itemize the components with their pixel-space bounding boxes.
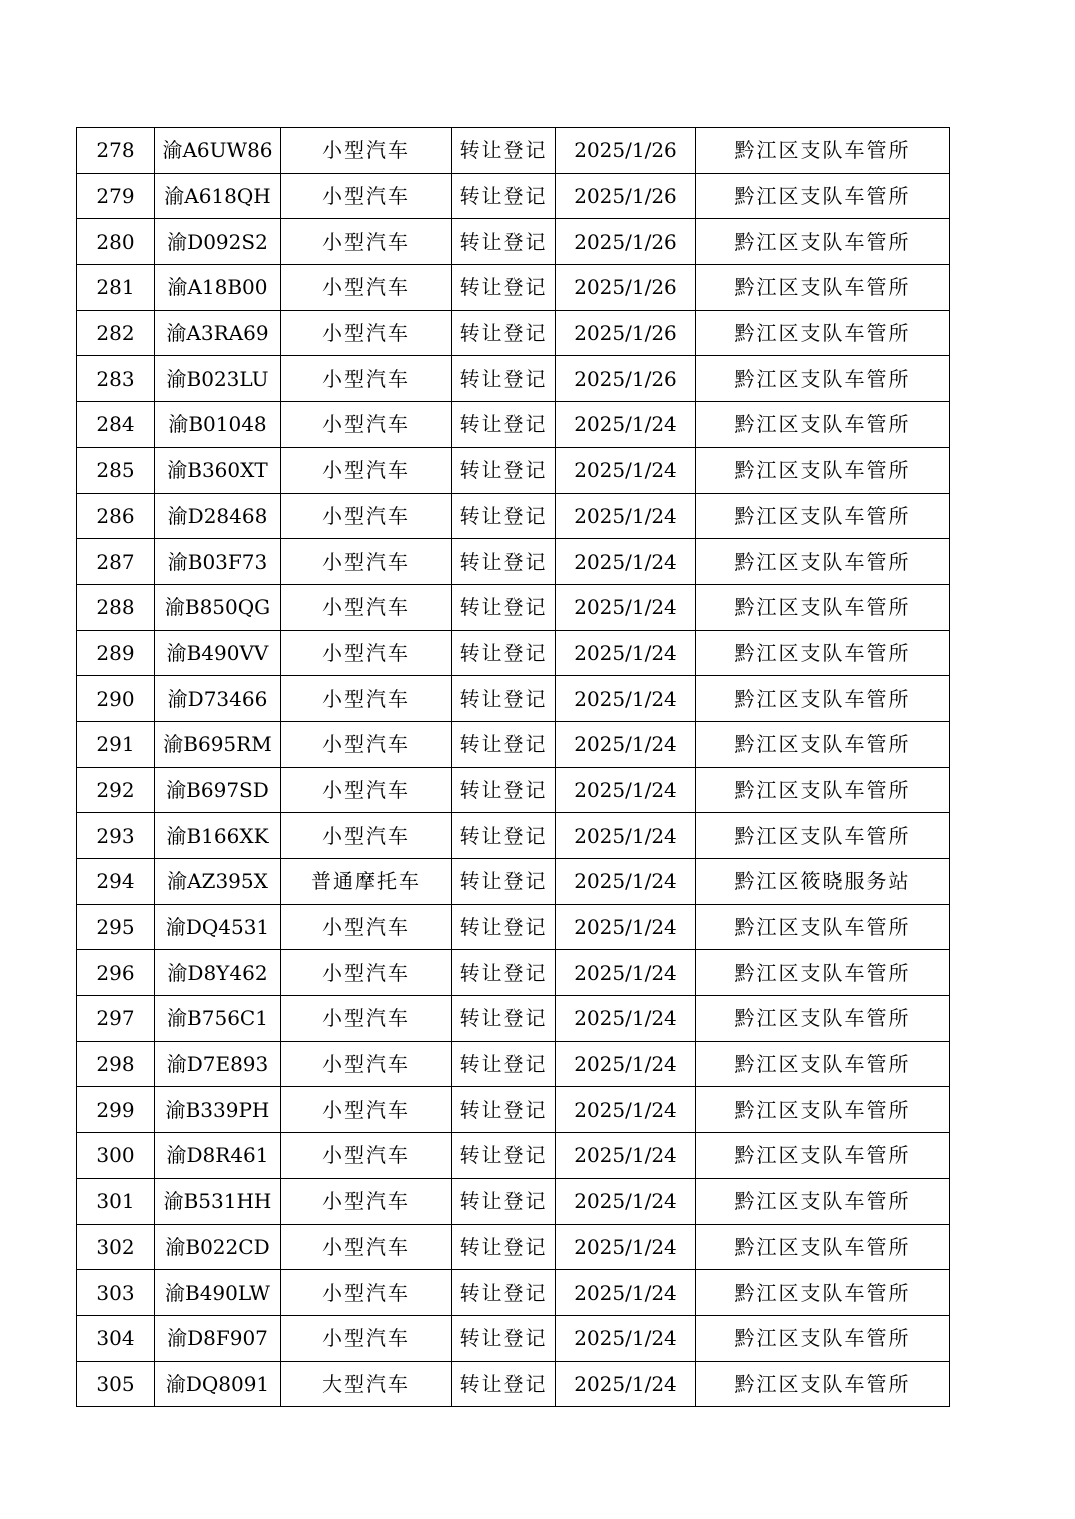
- plate-number-cell: 渝D28468: [155, 493, 281, 539]
- table-row: [77, 356, 950, 402]
- row-index-cell: 284: [77, 402, 155, 448]
- date-cell: 2025/1/24: [556, 676, 696, 722]
- vehicle-type-cell: 小型汽车: [281, 1270, 452, 1316]
- row-index-cell: 303: [77, 1270, 155, 1316]
- table-row: [77, 310, 950, 356]
- row-index-cell: 297: [77, 996, 155, 1042]
- date-cell: 2025/1/24: [556, 767, 696, 813]
- date-cell: 2025/1/24: [556, 813, 696, 859]
- table-row: [77, 1087, 950, 1133]
- plate-number-cell: 渝B03F73: [155, 539, 281, 585]
- business-type-cell: 转让登记: [452, 1315, 556, 1361]
- table-row: [77, 1361, 950, 1407]
- table-row: [77, 950, 950, 996]
- date-cell: 2025/1/24: [556, 1178, 696, 1224]
- table-row: [77, 539, 950, 585]
- vehicle-type-cell: 小型汽车: [281, 1224, 452, 1270]
- vehicle-type-cell: 小型汽车: [281, 356, 452, 402]
- plate-number-cell: 渝B695RM: [155, 721, 281, 767]
- office-cell: 黔江区支队车管所: [696, 128, 950, 174]
- vehicle-type-cell: 小型汽车: [281, 813, 452, 859]
- plate-number-cell: 渝D8F907: [155, 1315, 281, 1361]
- plate-number-cell: 渝D73466: [155, 676, 281, 722]
- row-index-cell: 298: [77, 1041, 155, 1087]
- table-row: [77, 1270, 950, 1316]
- business-type-cell: 转让登记: [452, 493, 556, 539]
- office-cell: 黔江区支队车管所: [696, 1133, 950, 1179]
- table-row: [77, 1224, 950, 1270]
- business-type-cell: 转让登记: [452, 630, 556, 676]
- table-row: [77, 996, 950, 1042]
- table-row: [77, 1041, 950, 1087]
- plate-number-cell: 渝D8R461: [155, 1133, 281, 1179]
- office-cell: 黔江区支队车管所: [696, 1087, 950, 1133]
- date-cell: 2025/1/24: [556, 996, 696, 1042]
- table-row: [77, 767, 950, 813]
- office-cell: 黔江区支队车管所: [696, 996, 950, 1042]
- table-row: [77, 904, 950, 950]
- business-type-cell: 转让登记: [452, 721, 556, 767]
- vehicle-type-cell: 小型汽车: [281, 173, 452, 219]
- vehicle-type-cell: 小型汽车: [281, 1087, 452, 1133]
- business-type-cell: 转让登记: [452, 584, 556, 630]
- date-cell: 2025/1/26: [556, 310, 696, 356]
- table-row: [77, 584, 950, 630]
- office-cell: 黔江区支队车管所: [696, 493, 950, 539]
- vehicle-type-cell: 小型汽车: [281, 402, 452, 448]
- business-type-cell: 转让登记: [452, 676, 556, 722]
- office-cell: 黔江区支队车管所: [696, 676, 950, 722]
- table-row: [77, 447, 950, 493]
- business-type-cell: 转让登记: [452, 1361, 556, 1407]
- table-row: [77, 219, 950, 265]
- plate-number-cell: 渝D092S2: [155, 219, 281, 265]
- office-cell: 黔江区支队车管所: [696, 721, 950, 767]
- plate-number-cell: 渝B490VV: [155, 630, 281, 676]
- date-cell: 2025/1/26: [556, 173, 696, 219]
- row-index-cell: 296: [77, 950, 155, 996]
- plate-number-cell: 渝B531HH: [155, 1178, 281, 1224]
- row-index-cell: 295: [77, 904, 155, 950]
- office-cell: 黔江区支队车管所: [696, 767, 950, 813]
- table-row: [77, 630, 950, 676]
- office-cell: 黔江区支队车管所: [696, 813, 950, 859]
- row-index-cell: 279: [77, 173, 155, 219]
- date-cell: 2025/1/24: [556, 447, 696, 493]
- table-row: [77, 173, 950, 219]
- vehicle-type-cell: 小型汽车: [281, 676, 452, 722]
- business-type-cell: 转让登记: [452, 813, 556, 859]
- business-type-cell: 转让登记: [452, 1270, 556, 1316]
- vehicle-type-cell: 小型汽车: [281, 584, 452, 630]
- row-index-cell: 300: [77, 1133, 155, 1179]
- registration-table: [76, 127, 950, 1407]
- table-row: [77, 128, 950, 174]
- date-cell: 2025/1/24: [556, 950, 696, 996]
- row-index-cell: 290: [77, 676, 155, 722]
- date-cell: 2025/1/24: [556, 1270, 696, 1316]
- date-cell: 2025/1/24: [556, 904, 696, 950]
- office-cell: 黔江区支队车管所: [696, 904, 950, 950]
- office-cell: 黔江区支队车管所: [696, 539, 950, 585]
- business-type-cell: 转让登记: [452, 1133, 556, 1179]
- date-cell: 2025/1/26: [556, 356, 696, 402]
- office-cell: 黔江区支队车管所: [696, 1224, 950, 1270]
- plate-number-cell: 渝B01048: [155, 402, 281, 448]
- plate-number-cell: 渝B490LW: [155, 1270, 281, 1316]
- vehicle-type-cell: 大型汽车: [281, 1361, 452, 1407]
- row-index-cell: 289: [77, 630, 155, 676]
- date-cell: 2025/1/24: [556, 493, 696, 539]
- date-cell: 2025/1/26: [556, 219, 696, 265]
- vehicle-type-cell: 小型汽车: [281, 447, 452, 493]
- row-index-cell: 288: [77, 584, 155, 630]
- business-type-cell: 转让登记: [452, 1087, 556, 1133]
- row-index-cell: 302: [77, 1224, 155, 1270]
- office-cell: 黔江区支队车管所: [696, 1361, 950, 1407]
- plate-number-cell: 渝D7E893: [155, 1041, 281, 1087]
- table-row: [77, 721, 950, 767]
- business-type-cell: 转让登记: [452, 402, 556, 448]
- row-index-cell: 299: [77, 1087, 155, 1133]
- date-cell: 2025/1/24: [556, 859, 696, 905]
- vehicle-type-cell: 小型汽车: [281, 767, 452, 813]
- row-index-cell: 291: [77, 721, 155, 767]
- date-cell: 2025/1/24: [556, 1087, 696, 1133]
- business-type-cell: 转让登记: [452, 356, 556, 402]
- date-cell: 2025/1/24: [556, 584, 696, 630]
- plate-number-cell: 渝D8Y462: [155, 950, 281, 996]
- row-index-cell: 294: [77, 859, 155, 905]
- vehicle-type-cell: 小型汽车: [281, 310, 452, 356]
- vehicle-type-cell: 小型汽车: [281, 219, 452, 265]
- row-index-cell: 287: [77, 539, 155, 585]
- office-cell: 黔江区支队车管所: [696, 1041, 950, 1087]
- vehicle-type-cell: 小型汽车: [281, 904, 452, 950]
- plate-number-cell: 渝B756C1: [155, 996, 281, 1042]
- date-cell: 2025/1/24: [556, 1041, 696, 1087]
- office-cell: 黔江区支队车管所: [696, 1178, 950, 1224]
- business-type-cell: 转让登记: [452, 310, 556, 356]
- business-type-cell: 转让登记: [452, 173, 556, 219]
- plate-number-cell: 渝B166XK: [155, 813, 281, 859]
- business-type-cell: 转让登记: [452, 219, 556, 265]
- plate-number-cell: 渝B850QG: [155, 584, 281, 630]
- office-cell: 黔江区支队车管所: [696, 584, 950, 630]
- date-cell: 2025/1/24: [556, 721, 696, 767]
- office-cell: 黔江区支队车管所: [696, 265, 950, 311]
- vehicle-type-cell: 普通摩托车: [281, 859, 452, 905]
- table-row: [77, 859, 950, 905]
- vehicle-type-cell: 小型汽车: [281, 721, 452, 767]
- vehicle-type-cell: 小型汽车: [281, 539, 452, 585]
- vehicle-type-cell: 小型汽车: [281, 1133, 452, 1179]
- business-type-cell: 转让登记: [452, 128, 556, 174]
- vehicle-type-cell: 小型汽车: [281, 1315, 452, 1361]
- table-row: [77, 676, 950, 722]
- business-type-cell: 转让登记: [452, 950, 556, 996]
- business-type-cell: 转让登记: [452, 265, 556, 311]
- office-cell: 黔江区支队车管所: [696, 310, 950, 356]
- table-row: [77, 402, 950, 448]
- table-row: [77, 1315, 950, 1361]
- plate-number-cell: 渝A618QH: [155, 173, 281, 219]
- business-type-cell: 转让登记: [452, 904, 556, 950]
- row-index-cell: 285: [77, 447, 155, 493]
- table-row: [77, 1178, 950, 1224]
- vehicle-type-cell: 小型汽车: [281, 265, 452, 311]
- plate-number-cell: 渝B339PH: [155, 1087, 281, 1133]
- office-cell: 黔江区支队车管所: [696, 356, 950, 402]
- row-index-cell: 282: [77, 310, 155, 356]
- registration-table-body: [77, 128, 950, 1407]
- business-type-cell: 转让登记: [452, 859, 556, 905]
- row-index-cell: 283: [77, 356, 155, 402]
- business-type-cell: 转让登记: [452, 539, 556, 585]
- table-row: [77, 813, 950, 859]
- office-cell: 黔江区筱晓服务站: [696, 859, 950, 905]
- office-cell: 黔江区支队车管所: [696, 630, 950, 676]
- date-cell: 2025/1/26: [556, 128, 696, 174]
- table-row: [77, 1133, 950, 1179]
- row-index-cell: 293: [77, 813, 155, 859]
- row-index-cell: 305: [77, 1361, 155, 1407]
- office-cell: 黔江区支队车管所: [696, 447, 950, 493]
- row-index-cell: 286: [77, 493, 155, 539]
- business-type-cell: 转让登记: [452, 1041, 556, 1087]
- date-cell: 2025/1/24: [556, 1361, 696, 1407]
- date-cell: 2025/1/24: [556, 1315, 696, 1361]
- date-cell: 2025/1/24: [556, 402, 696, 448]
- business-type-cell: 转让登记: [452, 447, 556, 493]
- vehicle-type-cell: 小型汽车: [281, 950, 452, 996]
- business-type-cell: 转让登记: [452, 996, 556, 1042]
- date-cell: 2025/1/24: [556, 1133, 696, 1179]
- business-type-cell: 转让登记: [452, 1178, 556, 1224]
- vehicle-type-cell: 小型汽车: [281, 128, 452, 174]
- date-cell: 2025/1/26: [556, 265, 696, 311]
- date-cell: 2025/1/24: [556, 630, 696, 676]
- row-index-cell: 304: [77, 1315, 155, 1361]
- vehicle-type-cell: 小型汽车: [281, 1041, 452, 1087]
- row-index-cell: 292: [77, 767, 155, 813]
- business-type-cell: 转让登记: [452, 767, 556, 813]
- plate-number-cell: 渝B022CD: [155, 1224, 281, 1270]
- date-cell: 2025/1/24: [556, 539, 696, 585]
- office-cell: 黔江区支队车管所: [696, 950, 950, 996]
- vehicle-type-cell: 小型汽车: [281, 630, 452, 676]
- vehicle-type-cell: 小型汽车: [281, 1178, 452, 1224]
- office-cell: 黔江区支队车管所: [696, 219, 950, 265]
- row-index-cell: 280: [77, 219, 155, 265]
- plate-number-cell: 渝A18B00: [155, 265, 281, 311]
- date-cell: 2025/1/24: [556, 1224, 696, 1270]
- vehicle-type-cell: 小型汽车: [281, 996, 452, 1042]
- plate-number-cell: 渝DQ8091: [155, 1361, 281, 1407]
- office-cell: 黔江区支队车管所: [696, 1270, 950, 1316]
- office-cell: 黔江区支队车管所: [696, 173, 950, 219]
- plate-number-cell: 渝AZ395X: [155, 859, 281, 905]
- plate-number-cell: 渝A3RA69: [155, 310, 281, 356]
- office-cell: 黔江区支队车管所: [696, 402, 950, 448]
- vehicle-type-cell: 小型汽车: [281, 493, 452, 539]
- row-index-cell: 281: [77, 265, 155, 311]
- plate-number-cell: 渝B697SD: [155, 767, 281, 813]
- table-row: [77, 493, 950, 539]
- business-type-cell: 转让登记: [452, 1224, 556, 1270]
- plate-number-cell: 渝B360XT: [155, 447, 281, 493]
- row-index-cell: 301: [77, 1178, 155, 1224]
- table-row: [77, 265, 950, 311]
- plate-number-cell: 渝A6UW86: [155, 128, 281, 174]
- office-cell: 黔江区支队车管所: [696, 1315, 950, 1361]
- row-index-cell: 278: [77, 128, 155, 174]
- plate-number-cell: 渝DQ4531: [155, 904, 281, 950]
- plate-number-cell: 渝B023LU: [155, 356, 281, 402]
